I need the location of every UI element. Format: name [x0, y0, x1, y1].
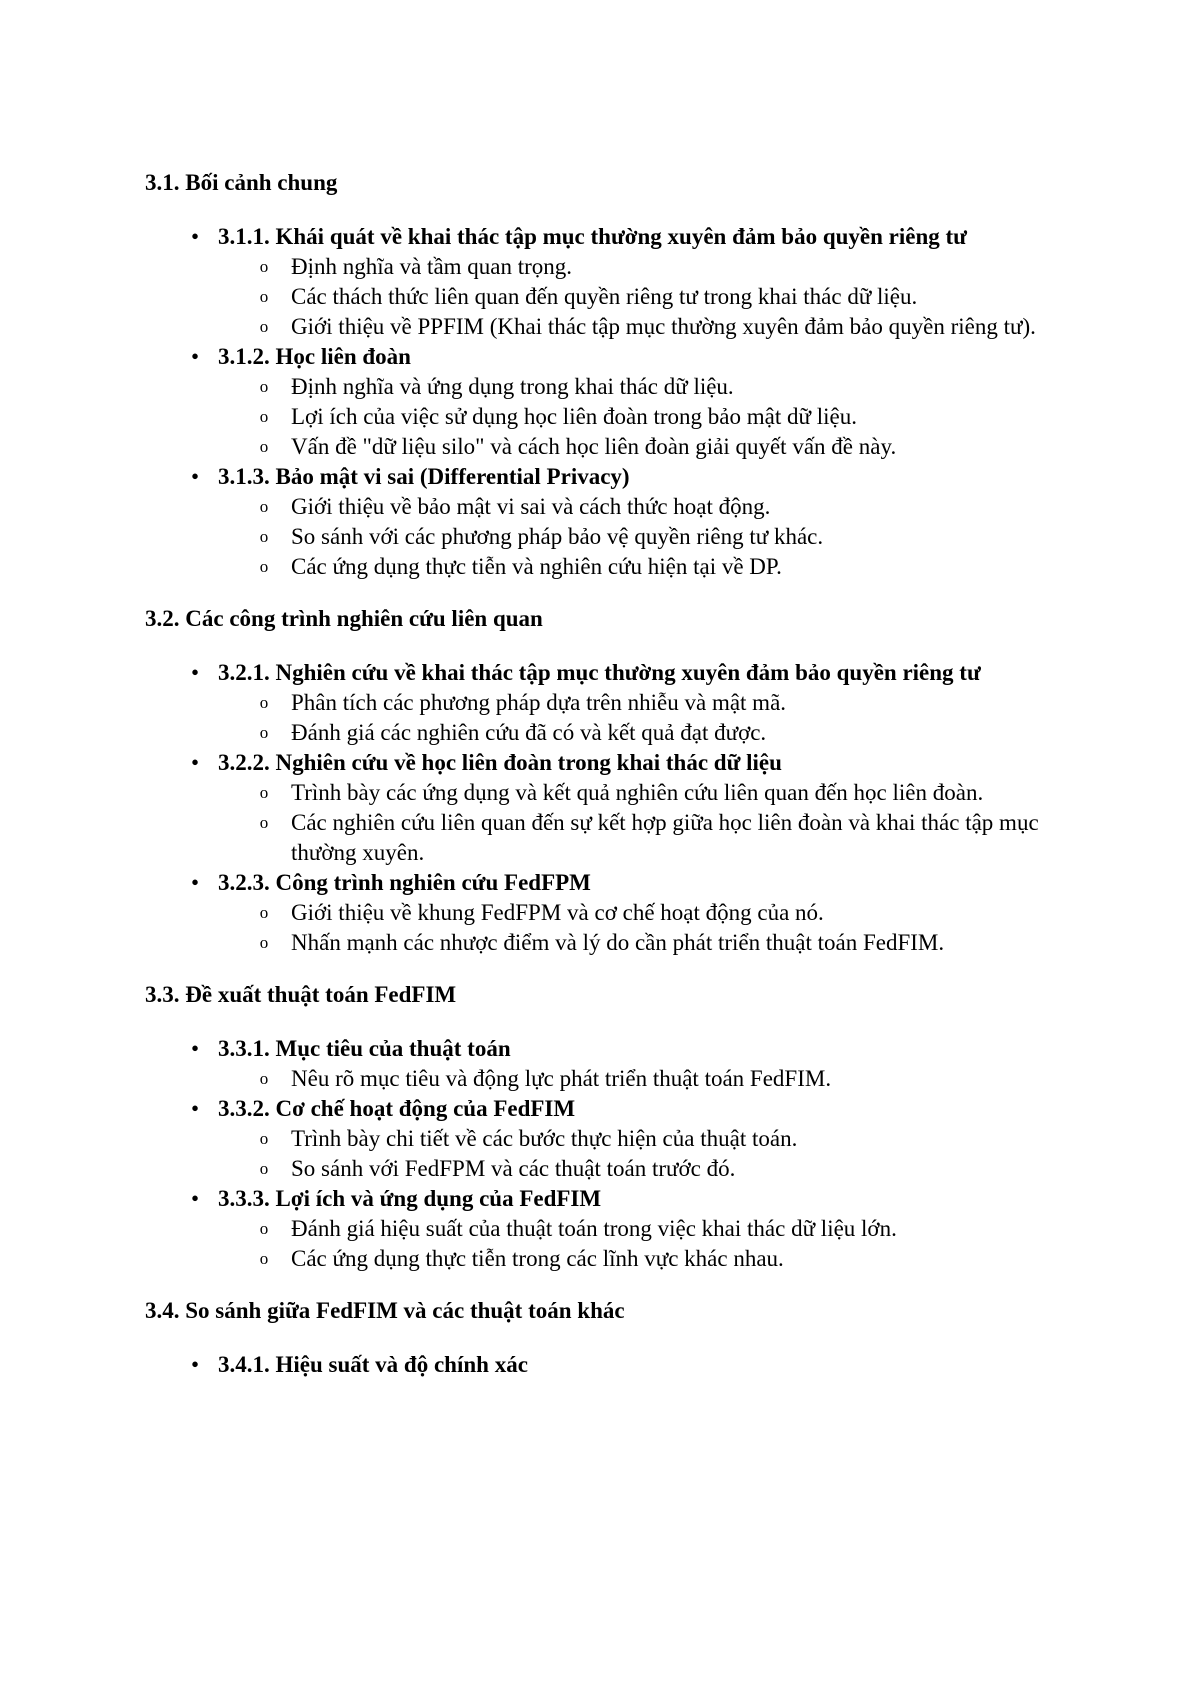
point-text: Trình bày chi tiết về các bước thực hiện của thuật toán.	[291, 1126, 798, 1151]
subsection-title: 3.3.1. Mục tiêu của thuật toán	[218, 1036, 511, 1061]
list-item	[216, 372, 1065, 402]
point-text: Giới thiệu về bảo mật vi sai và cách thức hoạt động.	[291, 494, 771, 519]
circle-bullet-icon: o	[259, 257, 269, 276]
list-item	[216, 1064, 1065, 1094]
circle-bullet-icon: o	[259, 933, 269, 952]
circle-bullet-icon: o	[259, 903, 269, 922]
point-list	[218, 778, 1065, 868]
document-content	[145, 168, 1065, 1380]
subsection-title: 3.4.1. Hiệu suất và độ chính xác	[218, 1352, 528, 1377]
subsection-item	[145, 1094, 1065, 1184]
circle-bullet-icon: o	[259, 317, 269, 336]
circle-bullet-icon: o	[259, 497, 269, 516]
subsection-item	[145, 342, 1065, 462]
list-item	[216, 1154, 1065, 1184]
circle-bullet-icon: o	[259, 407, 269, 426]
point-list	[218, 1124, 1065, 1184]
circle-bullet-icon: o	[259, 377, 269, 396]
subsection-list	[145, 658, 1065, 958]
list-item	[216, 522, 1065, 552]
section-heading: 3.4. So sánh giữa FedFIM và các thuật toán khác	[145, 1298, 625, 1323]
point-text: Giới thiệu về khung FedFPM và cơ chế hoạt động của nó.	[291, 900, 824, 925]
circle-bullet-icon: o	[259, 813, 269, 832]
section	[145, 168, 1065, 582]
circle-bullet-icon: o	[259, 693, 269, 712]
subsection-title: 3.1.2. Học liên đoàn	[218, 344, 411, 369]
bullet-icon: •	[190, 750, 200, 775]
circle-bullet-icon: o	[259, 1219, 269, 1238]
point-text: Các thách thức liên quan đến quyền riêng tư trong khai thác dữ liệu.	[291, 284, 918, 309]
section-heading: 3.2. Các công trình nghiên cứu liên quan	[145, 606, 543, 631]
list-item	[216, 928, 1065, 958]
point-text: Các nghiên cứu liên quan đến sự kết hợp giữa học liên đoàn và khai thác tập mục thường xuyên.	[291, 810, 1039, 865]
circle-bullet-icon: o	[259, 527, 269, 546]
point-list	[218, 252, 1065, 342]
point-text: Các ứng dụng thực tiễn trong các lĩnh vực khác nhau.	[291, 1246, 784, 1271]
point-list	[218, 492, 1065, 582]
point-list	[218, 688, 1065, 748]
subsection-list	[145, 222, 1065, 582]
subsection-title: 3.1.1. Khái quát về khai thác tập mục thường xuyên đảm bảo quyền riêng tư	[218, 224, 967, 249]
circle-bullet-icon: o	[259, 723, 269, 742]
bullet-icon: •	[190, 870, 200, 895]
list-item	[216, 252, 1065, 282]
bullet-icon: •	[190, 1096, 200, 1121]
bullet-icon: •	[190, 344, 200, 369]
point-text: Phân tích các phương pháp dựa trên nhiễu và mật mã.	[291, 690, 787, 715]
subsection-item	[145, 658, 1065, 748]
list-item	[216, 718, 1065, 748]
list-item	[216, 552, 1065, 582]
bullet-icon: •	[190, 464, 200, 489]
subsection-list	[145, 1034, 1065, 1274]
circle-bullet-icon: o	[259, 1069, 269, 1088]
circle-bullet-icon: o	[259, 557, 269, 576]
point-list	[218, 1214, 1065, 1274]
bullet-icon: •	[190, 660, 200, 685]
subsection-item	[145, 1034, 1065, 1094]
list-item	[216, 492, 1065, 522]
section	[145, 604, 1065, 958]
list-item	[216, 688, 1065, 718]
point-list	[218, 1064, 1065, 1094]
circle-bullet-icon: o	[259, 437, 269, 456]
circle-bullet-icon: o	[259, 1129, 269, 1148]
subsection-item	[145, 462, 1065, 582]
point-list	[218, 372, 1065, 462]
point-list	[218, 898, 1065, 958]
section-heading: 3.1. Bối cảnh chung	[145, 170, 338, 195]
list-item	[216, 1124, 1065, 1154]
list-item	[216, 402, 1065, 432]
point-text: Nhấn mạnh các nhược điểm và lý do cần phát triển thuật toán FedFIM.	[291, 930, 945, 955]
point-text: So sánh với FedFPM và các thuật toán trước đó.	[291, 1156, 736, 1181]
point-text: So sánh với các phương pháp bảo vệ quyền riêng tư khác.	[291, 524, 824, 549]
subsection-item	[145, 1350, 1065, 1380]
bullet-icon: •	[190, 1036, 200, 1061]
list-item	[216, 282, 1065, 312]
list-item	[216, 808, 1065, 868]
list-item	[216, 778, 1065, 808]
section-heading: 3.3. Đề xuất thuật toán FedFIM	[145, 982, 457, 1007]
point-text: Định nghĩa và tầm quan trọng.	[291, 254, 573, 279]
point-text: Đánh giá các nghiên cứu đã có và kết quả đạt được.	[291, 720, 767, 745]
point-text: Lợi ích của việc sử dụng học liên đoàn trong bảo mật dữ liệu.	[291, 404, 857, 429]
point-text: Đánh giá hiệu suất của thuật toán trong việc khai thác dữ liệu lớn.	[291, 1216, 897, 1241]
list-item	[216, 312, 1065, 342]
circle-bullet-icon: o	[259, 1249, 269, 1268]
bullet-icon: •	[190, 224, 200, 249]
subsection-item	[145, 1184, 1065, 1274]
section	[145, 1296, 1065, 1380]
list-item	[216, 432, 1065, 462]
point-text: Nêu rõ mục tiêu và động lực phát triển thuật toán FedFIM.	[291, 1066, 832, 1091]
circle-bullet-icon: o	[259, 783, 269, 802]
subsection-title: 3.3.2. Cơ chế hoạt động của FedFIM	[218, 1096, 576, 1121]
subsection-item	[145, 868, 1065, 958]
point-text: Giới thiệu về PPFIM (Khai thác tập mục thường xuyên đảm bảo quyền riêng tư).	[291, 314, 1036, 339]
subsection-title: 3.2.2. Nghiên cứu về học liên đoàn trong khai thác dữ liệu	[218, 750, 782, 775]
subsection-title: 3.3.3. Lợi ích và ứng dụng của FedFIM	[218, 1186, 602, 1211]
point-text: Định nghĩa và ứng dụng trong khai thác dữ liệu.	[291, 374, 734, 399]
circle-bullet-icon: o	[259, 1159, 269, 1178]
list-item	[216, 1214, 1065, 1244]
list-item	[216, 1244, 1065, 1274]
section	[145, 980, 1065, 1274]
circle-bullet-icon: o	[259, 287, 269, 306]
point-text: Trình bày các ứng dụng và kết quả nghiên cứu liên quan đến học liên đoàn.	[291, 780, 984, 805]
list-item	[216, 898, 1065, 928]
point-text: Vấn đề "dữ liệu silo" và cách học liên đoàn giải quyết vấn đề này.	[291, 434, 897, 459]
subsection-title: 3.1.3. Bảo mật vi sai (Differential Privacy)	[218, 464, 630, 489]
subsection-item	[145, 748, 1065, 868]
subsection-title: 3.2.1. Nghiên cứu về khai thác tập mục thường xuyên đảm bảo quyền riêng tư	[218, 660, 981, 685]
subsection-title: 3.2.3. Công trình nghiên cứu FedFPM	[218, 870, 591, 895]
subsection-item	[145, 222, 1065, 342]
bullet-icon: •	[190, 1352, 200, 1377]
point-text: Các ứng dụng thực tiễn và nghiên cứu hiện tại về DP.	[291, 554, 782, 579]
bullet-icon: •	[190, 1186, 200, 1211]
subsection-list	[145, 1350, 1065, 1380]
